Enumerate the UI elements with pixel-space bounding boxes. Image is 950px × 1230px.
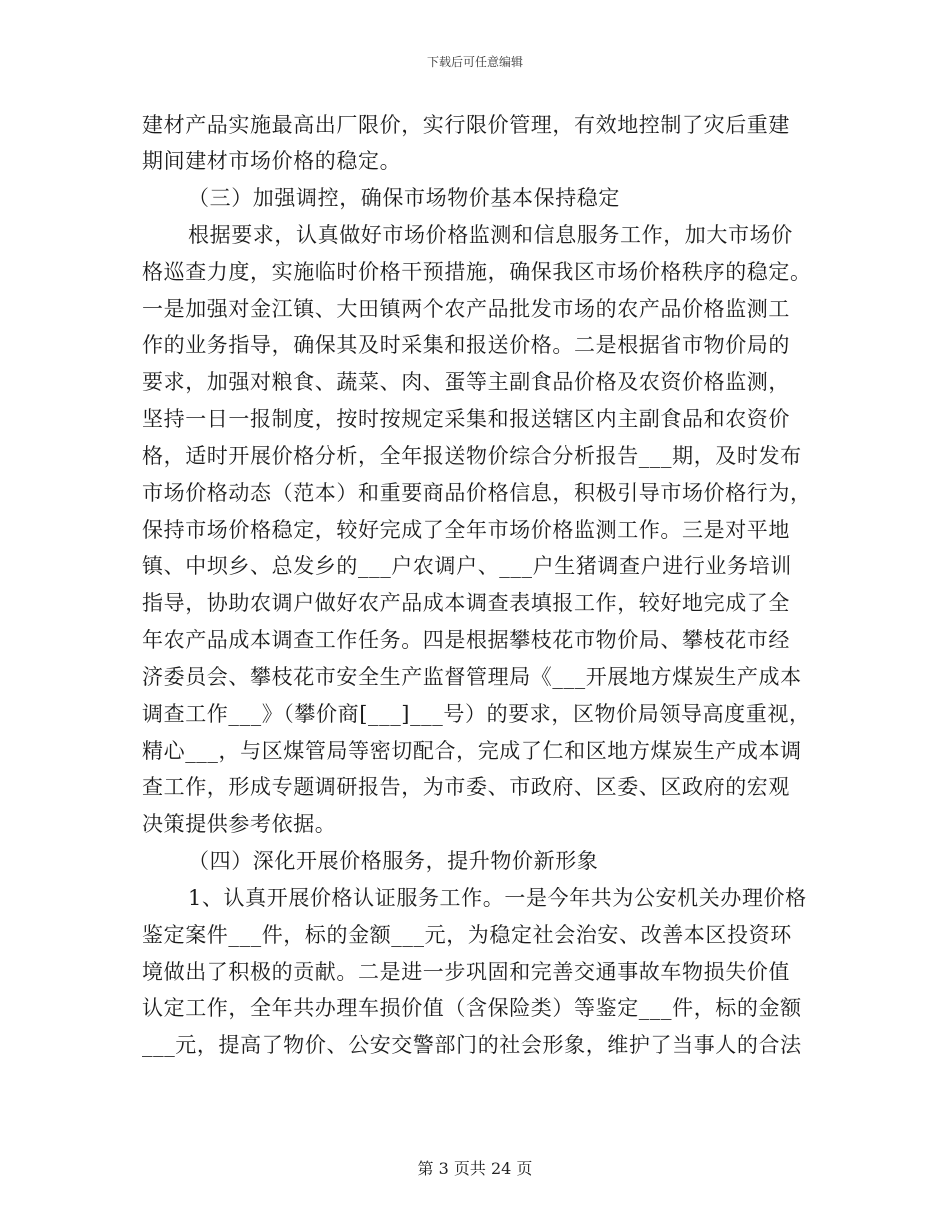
paragraph-line: 建材产品实施最高出厂限价，实行限价管理，有效地控制了灾后重建 xyxy=(142,113,790,137)
paragraph-line: 鉴定案件___件，标的金额___元，为稳定社会治安、改善本区投资环 xyxy=(142,923,792,947)
paragraph-line: 镇、中坝乡、总发乡的___户农调户、___户生猪调查户进行业务培训 xyxy=(142,554,792,578)
page-footer: 第 3 页共 24 页 xyxy=(417,1159,533,1178)
paragraph-line: 一是加强对金江镇、大田镇两个农产品批发市场的农产品价格监测工 xyxy=(142,297,790,321)
section-heading: （四）深化开展价格服务，提升物价新形象 xyxy=(188,849,599,873)
paragraph-line: 济委员会、攀枝花市安全生产监督管理局《___开展地方煤炭生产成本 xyxy=(142,665,802,689)
paragraph-line: ___元，提高了物价、公安交警部门的社会形象，维护了当事人的合法 xyxy=(142,1033,802,1057)
paragraph-line: 精心___，与区煤管局等密切配合，完成了仁和区地方煤炭生产成本调 xyxy=(142,739,802,763)
paragraph-line: 指导，协助农调户做好农产品成本调查表填报工作，较好地完成了全 xyxy=(142,591,790,615)
paragraph-line: 坚持一日一报制度，按时按规定采集和报送辖区内主副食品和农资价 xyxy=(142,407,790,431)
paragraph-line: 根据要求，认真做好市场价格监测和信息服务工作，加大市场价 xyxy=(188,223,793,247)
paragraph-line: 格巡查力度，实施临时价格干预措施，确保我区市场价格秩序的稳定。 xyxy=(142,260,812,284)
paragraph-line: 期间建材市场价格的稳定。 xyxy=(142,149,402,173)
paragraph-line: 调查工作___》（攀价商[___]___号）的要求，区物价局领导高度重视， xyxy=(142,702,811,726)
paragraph-line: 年农产品成本调查工作任务。四是根据攀枝花市物价局、攀枝花市经 xyxy=(142,628,790,652)
paragraph-line: 市场价格动态（范本）和重要商品价格信息，积极引导市场价格行为， xyxy=(142,481,812,505)
paragraph-line: 保持市场价格稳定，较好完成了全年市场价格监测工作。三是对平地 xyxy=(142,518,790,542)
paragraph-line: 查工作，形成专题调研报告，为市委、市政府、区委、区政府的宏观 xyxy=(142,775,790,799)
section-heading: （三）加强调控，确保市场物价基本保持稳定 xyxy=(188,186,620,210)
paragraph-line: 1、认真开展价格认证服务工作。一是今年共为公安机关办理价格 xyxy=(188,886,807,910)
paragraph-line: 认定工作，全年共办理车损价值（含保险类）等鉴定___件，标的金额 xyxy=(142,996,802,1020)
paragraph-line: 境做出了积极的贡献。二是进一步巩固和完善交通事故车物损失价值 xyxy=(142,960,790,984)
paragraph-line: 作的业务指导，确保其及时采集和报送价格。二是根据省市物价局的 xyxy=(142,333,790,357)
paragraph-line: 格，适时开展价格分析，全年报送物价综合分析报告___期，及时发布 xyxy=(142,444,802,468)
paragraph-line: 要求，加强对粮食、蔬菜、肉、蛋等主副食品价格及农资价格监测， xyxy=(142,370,790,394)
page-header: 下载后可任意编辑 xyxy=(426,55,523,69)
paragraph-line: 决策提供参考依据。 xyxy=(142,812,337,836)
